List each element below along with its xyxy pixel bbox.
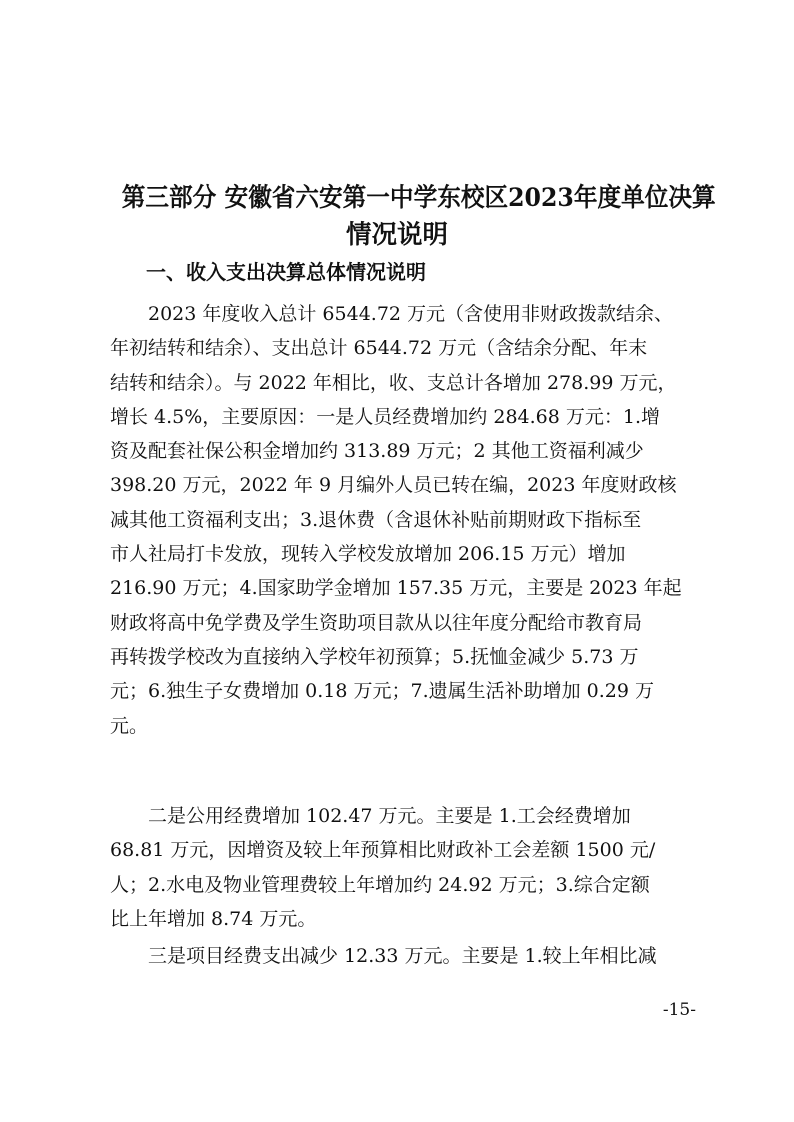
page-number: -15- xyxy=(662,1000,696,1020)
text-line: 财政将高中免学费及学生资助项目款从以往年度分配给市教育局 xyxy=(110,611,643,634)
text-line: 比上年增加 8.74 万元。 xyxy=(110,907,317,930)
text-line: 三是项目经费支出减少 12.33 万元。主要是 1.较上年相比减 xyxy=(110,945,657,967)
text-line: 减其他工资福利支出；3.退休费（含退休补贴前期财政下指标至 xyxy=(110,508,642,531)
text-line: 资及配套社保公积金增加约 313.89 万元；2 其他工资福利减少 xyxy=(110,440,644,463)
text-line: 元。 xyxy=(110,714,149,737)
text-line: 增长 4.5%，主要原因：一是人员经费增加约 284.68 万元：1.增 xyxy=(110,405,660,428)
text-line: 元；6.独生子女费增加 0.18 万元；7.遗属生活补助增加 0.29 万 xyxy=(110,680,655,703)
text-line: 市人社局打卡发放，现转入学校发放增加 206.15 万元）增加 xyxy=(110,543,626,566)
text-line: 再转拨学校改为直接纳入学校年初预算；5.抚恤金减少 5.73 万 xyxy=(110,645,639,668)
text-line: 结转和结余）。与 2022 年相比，收、支总计各增加 278.99 万元， xyxy=(110,371,677,394)
section-heading: 一、收入支出决算总体情况说明 xyxy=(146,260,426,284)
text-line: 年初结转和结余）、支出总计 6544.72 万元（含结余分配、年末 xyxy=(110,337,648,360)
text-line: 216.90 万元；4.国家助学金增加 157.35 万元，主要是 2023 年起 xyxy=(110,577,682,600)
paragraph-1 xyxy=(110,297,694,743)
title-line-1: 第三部分 安徽省六安第一中学东校区2023年度单位决算 xyxy=(121,183,716,213)
paragraph-3 xyxy=(110,939,694,973)
text-line: 68.81 万元，因增资及较上年预算相比财政补工会差额 1500 元/ xyxy=(110,839,656,862)
text-line: 2023 年度收入总计 6544.72 万元（含使用非财政拨款结余、 xyxy=(110,303,674,325)
text-line: 二是公用经费增加 102.47 万元。主要是 1.工会经费增加 xyxy=(110,805,631,827)
text-line: 人；2.水电及物业管理费较上年增加约 24.92 万元；3.综合定额 xyxy=(110,873,650,896)
page-title xyxy=(100,180,716,254)
title-line-2: 情况说明 xyxy=(345,220,448,250)
paragraph-2 xyxy=(110,799,694,936)
text-line: 398.20 万元，2022 年 9 月编外人员已转在编，2023 年度财政核 xyxy=(110,474,677,497)
